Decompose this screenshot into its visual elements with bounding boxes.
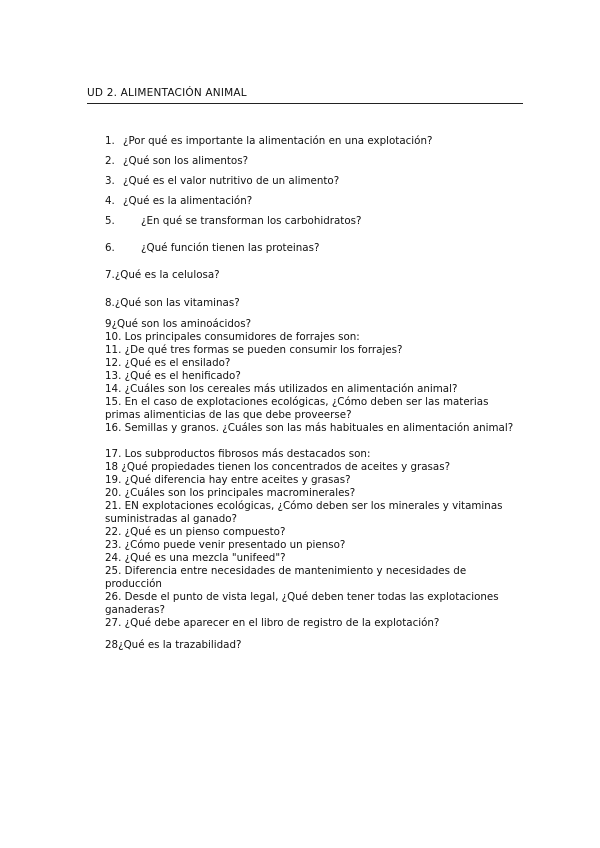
item-number: 25. xyxy=(105,565,122,577)
page-title: UD 2. ALIMENTACIÓN ANIMAL xyxy=(87,87,523,104)
item-text: Semillas y granos. ¿Cuáles son las más habituales en alimentación animal? xyxy=(124,422,514,434)
list-item xyxy=(105,396,525,422)
item-text: ¿Cómo puede venir presentado un pienso? xyxy=(124,539,346,551)
item-text: ¿Qué es el ensilado? xyxy=(124,357,231,369)
list-item xyxy=(105,269,220,282)
item-number: 21. xyxy=(105,500,122,512)
item-text: ¿Qué es el valor nutritivo de un alimento? xyxy=(123,175,340,187)
list-item xyxy=(105,500,525,526)
item-number: 16. xyxy=(105,422,122,434)
item-number: 13. xyxy=(105,370,122,382)
item-number: 9 xyxy=(105,318,112,330)
item-number: 1. xyxy=(105,135,115,147)
item-text: ¿Qué son los aminoácidos? xyxy=(111,318,252,330)
list-item xyxy=(105,639,242,652)
item-text: ¿Qué diferencia hay entre aceites y grasas? xyxy=(124,474,351,486)
item-number: 26. xyxy=(105,591,122,603)
item-number: 24. xyxy=(105,552,122,564)
list-item xyxy=(105,474,351,487)
item-text: Los subproductos fibrosos más destacados son: xyxy=(124,448,371,460)
item-number: 20. xyxy=(105,487,122,499)
list-item xyxy=(105,461,450,474)
item-text: En el caso de explotaciones ecológicas, ¿Cómo deben ser las materias primas alimenticias de las que debe proveerse? xyxy=(105,396,489,421)
list-item xyxy=(105,422,525,435)
item-number: 14. xyxy=(105,383,122,395)
list-item xyxy=(105,617,439,630)
item-text: ¿Qué es la trazabilidad? xyxy=(118,639,242,651)
item-text: ¿Qué son los alimentos? xyxy=(123,155,249,167)
list-item xyxy=(105,344,402,357)
list-item xyxy=(105,565,525,591)
item-text: EN explotaciones ecológicas, ¿Cómo deben ser los minerales y vitaminas suministradas al ganado? xyxy=(105,500,503,525)
list-item xyxy=(105,383,457,396)
item-text: ¿De qué tres formas se pueden consumir los forrajes? xyxy=(124,344,403,356)
item-text: ¿Cuáles son los cereales más utilizados en alimentación animal? xyxy=(124,383,458,395)
list-item xyxy=(105,539,345,552)
list-item xyxy=(105,135,432,148)
list-item xyxy=(105,331,360,344)
list-item xyxy=(105,195,252,208)
item-text: ¿Qué es un pienso compuesto? xyxy=(124,526,286,538)
list-item xyxy=(105,552,286,565)
item-text: Desde el punto de vista legal, ¿Qué deben tener todas las explotaciones ganaderas? xyxy=(105,591,499,616)
item-number: 7. xyxy=(105,269,115,281)
list-item xyxy=(105,155,248,168)
item-number: 2. xyxy=(105,155,115,167)
item-number: 12. xyxy=(105,357,122,369)
item-text: ¿Qué propiedades tienen los concentrados de aceites y grasas? xyxy=(121,461,451,473)
item-number: 28 xyxy=(105,639,119,651)
item-text: ¿En qué se transforman los carbohidratos? xyxy=(141,215,362,227)
list-item xyxy=(105,487,355,500)
item-number: 10. xyxy=(105,331,122,343)
item-text: ¿Por qué es importante la alimentación en una explotación? xyxy=(123,135,433,147)
list-item xyxy=(105,242,319,255)
list-item xyxy=(105,357,230,370)
list-item xyxy=(105,370,241,383)
list-item xyxy=(105,175,339,188)
item-number: 15. xyxy=(105,396,122,408)
item-text: ¿Qué es una mezcla "unifeed"? xyxy=(124,552,286,564)
item-number: 3. xyxy=(105,175,115,187)
item-text: ¿Qué es la alimentación? xyxy=(123,195,253,207)
item-number: 6. xyxy=(105,242,115,254)
list-item xyxy=(105,448,370,461)
item-text: ¿Qué debe aparecer en el libro de registro de la explotación? xyxy=(124,617,440,629)
item-number: 27. xyxy=(105,617,122,629)
list-item xyxy=(105,591,525,617)
item-number: 19. xyxy=(105,474,122,486)
item-text: ¿Qué función tienen las proteinas? xyxy=(141,242,320,254)
item-number: 22. xyxy=(105,526,122,538)
item-number: 17. xyxy=(105,448,122,460)
item-number: 4. xyxy=(105,195,115,207)
item-text: ¿Qué son las vitaminas? xyxy=(114,297,240,309)
list-item xyxy=(105,297,240,310)
item-number: 18 xyxy=(105,461,119,473)
list-item xyxy=(105,526,285,539)
item-text: Diferencia entre necesidades de mantenimiento y necesidades de producción xyxy=(105,565,467,590)
list-item xyxy=(105,215,361,228)
item-number: 5. xyxy=(105,215,115,227)
list-item xyxy=(105,318,251,331)
item-number: 11. xyxy=(105,344,122,356)
item-text: ¿Qué es el henificado? xyxy=(124,370,241,382)
item-text: ¿Cuáles son los principales macrominerales? xyxy=(124,487,356,499)
item-number: 8. xyxy=(105,297,115,309)
item-number: 23. xyxy=(105,539,122,551)
item-text: ¿Qué es la celulosa? xyxy=(114,269,220,281)
item-text: Los principales consumidores de forrajes son: xyxy=(124,331,360,343)
